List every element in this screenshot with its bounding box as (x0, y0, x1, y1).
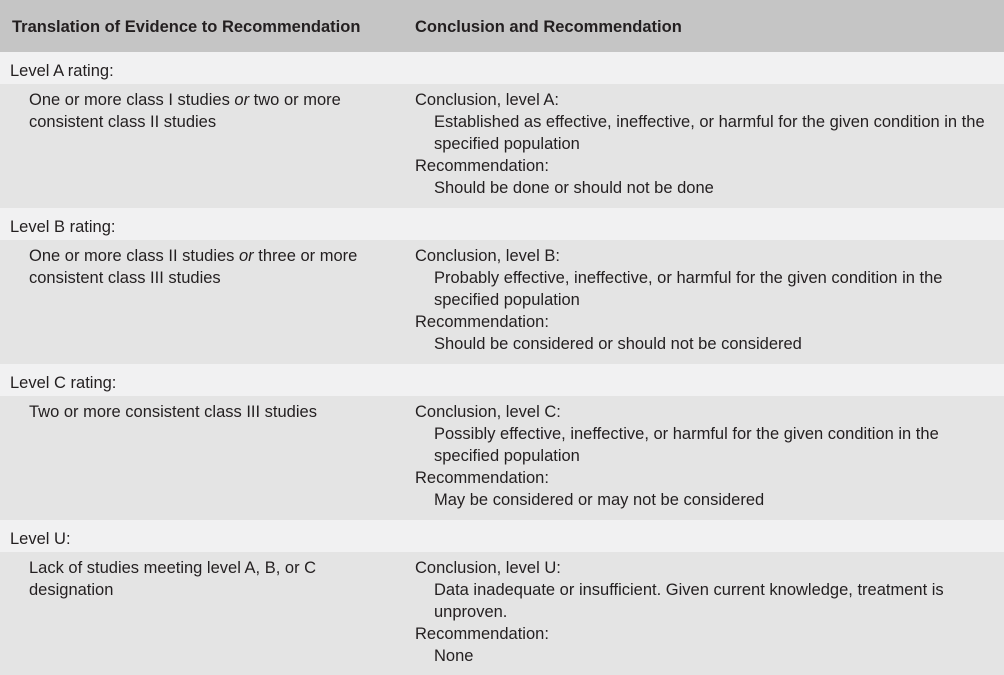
recommendation-label: Recommendation: (415, 313, 549, 331)
recommendation-label: Recommendation: (415, 469, 549, 487)
conclusion-text: Data inadequate or insufficient. Given current knowledge, treatment is unproven. (434, 581, 944, 621)
level-b-heading: Level B rating: (0, 208, 1004, 240)
level-b-evidence: One or more class II studies or three or more consistent class III studies (29, 247, 358, 287)
recommendation-label: Recommendation: (415, 625, 549, 643)
conclusion-text: Possibly effective, ineffective, or harmful for the given condition in the specified population (434, 425, 939, 465)
header-conclusion: Conclusion and Recommendation (415, 18, 682, 36)
recommendation-label: Recommendation: (415, 157, 549, 175)
level-a-details (0, 84, 1004, 208)
level-u-heading: Level U: (0, 520, 1004, 552)
table-header (0, 0, 1004, 52)
level-c-details (0, 396, 1004, 520)
level-b-details (0, 240, 1004, 364)
level-b-conclusion (404, 245, 1004, 364)
header-translation: Translation of Evidence to Recommendation (12, 18, 361, 36)
level-u-details (0, 552, 1004, 675)
conclusion-text: Established as effective, ineffective, or harmful for the given condition in the specified population (434, 113, 985, 153)
level-a-heading: Level A rating: (0, 52, 1004, 84)
recommendation-text: Should be done or should not be done (434, 179, 714, 197)
level-c-conclusion (404, 401, 1004, 520)
level-c-evidence: Two or more consistent class III studies (29, 403, 317, 421)
level-a-evidence: One or more class I studies or two or more consistent class II studies (29, 91, 341, 131)
level-a-conclusion (404, 89, 1004, 208)
level-u-evidence: Lack of studies meeting level A, B, or C designation (29, 559, 317, 599)
recommendation-text: Should be considered or should not be considered (434, 335, 802, 353)
recommendation-text: May be considered or may not be considered (434, 491, 765, 509)
conclusion-text: Probably effective, ineffective, or harmful for the given condition in the specified population (434, 269, 943, 309)
conclusion-label: Conclusion, level B: (415, 247, 560, 265)
conclusion-label: Conclusion, level U: (415, 559, 561, 577)
conclusion-label: Conclusion, level C: (415, 403, 561, 421)
level-c-heading: Level C rating: (0, 364, 1004, 396)
recommendation-text: None (434, 647, 474, 665)
level-u-conclusion (404, 557, 1004, 675)
conclusion-label: Conclusion, level A: (415, 91, 559, 109)
